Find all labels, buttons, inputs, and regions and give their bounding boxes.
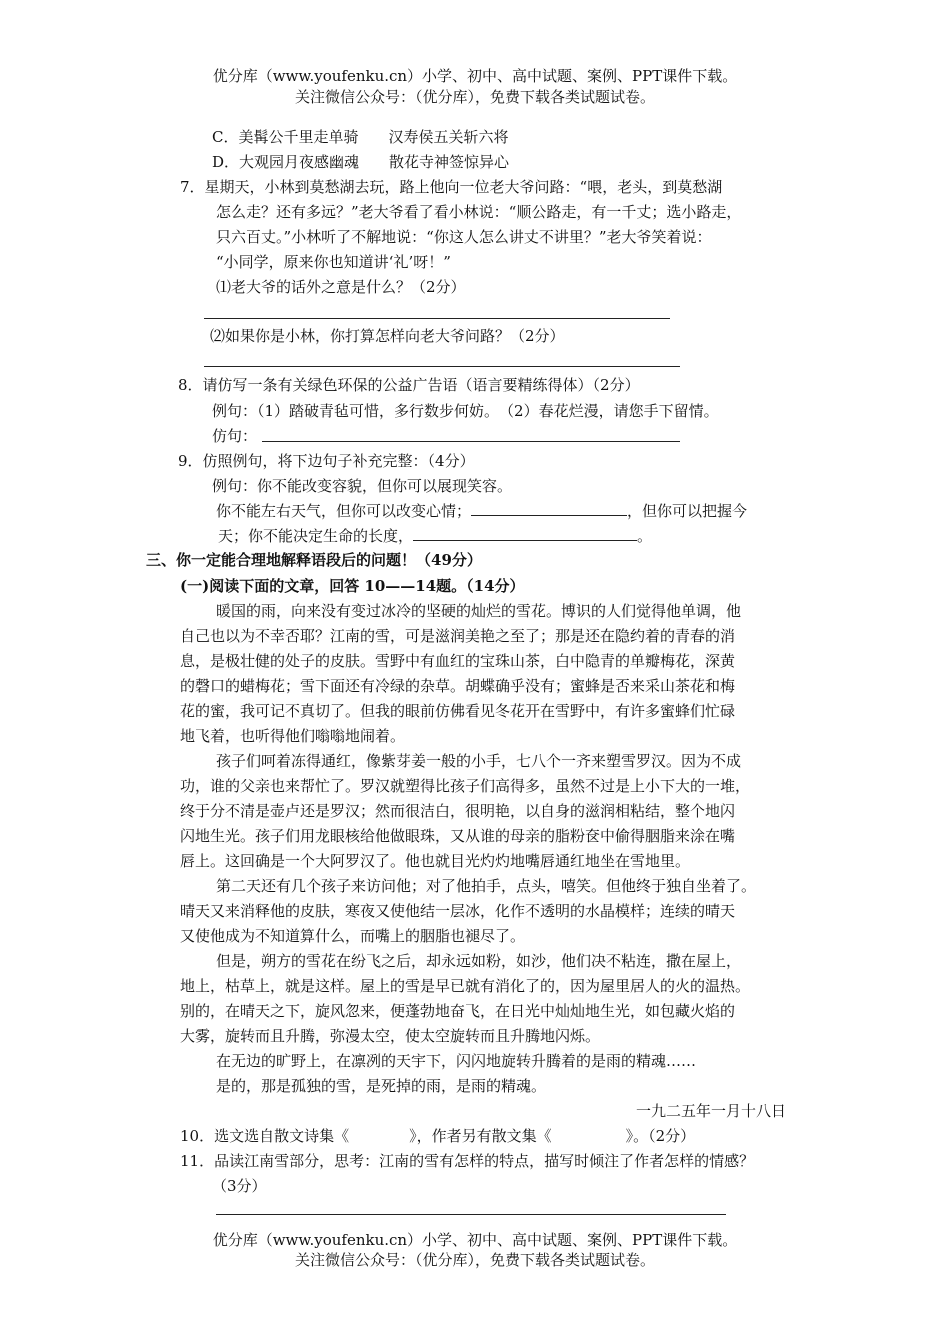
passage-line: 晴天又来消释他的皮肤，寒夜又使他结一层冰，化作不透明的水晶模样；连续的晴天	[180, 902, 736, 920]
section-3-subtitle: (一)阅读下面的文章，回答 10——14题。（14分）	[180, 577, 525, 595]
q8-example: 例句：（1）踏破青毡可惜，多行数步何妨。 （2）春花烂漫，请您手下留情。	[212, 402, 719, 420]
q11-line-1: 11．品读江南雪部分，思考：江南的雪有怎样的特点，描写时倾注了作者怎样的情感？	[180, 1152, 755, 1170]
header-line-1: 优分库（www.youfenku.cn）小学、初中、高中试题、案例、PPT课件下载。	[212, 67, 738, 85]
q10	[180, 1126, 695, 1146]
passage-line: 唇上。这回确是一个大阿罗汉了。他也就目光灼灼地嘴唇通红地坐在雪地里。	[180, 852, 691, 870]
passage-line: 但是，朔方的雪花在纷飞之后，却永远如粉，如沙，他们决不粘连，撒在屋上，	[216, 952, 742, 970]
q9-blank-2[interactable]	[413, 526, 637, 541]
passage-line: 闪地生光。孩子们用龙眼核给他做眼珠，又从谁的母亲的脂粉奁中偷得胭脂来涂在嘴	[180, 827, 736, 845]
passage-line: 息，是极壮健的处子的皮肤。雪野中有血红的宝珠山茶，白中隐青的单瓣梅花，深黄	[180, 652, 736, 670]
q10-part-b: 》，作者另有散文集《	[409, 1127, 552, 1145]
passage-line: 在无边的旷野上，在凛冽的天宇下，闪闪地旋转升腾着的是雨的精魂……	[216, 1052, 697, 1070]
footer-line-1: 优分库（www.youfenku.cn）小学、初中、高中试题、案例、PPT课件下载。	[212, 1231, 738, 1249]
q9-blank-1[interactable]	[471, 501, 627, 516]
passage-date: 一九二五年一月十八日	[636, 1102, 787, 1120]
passage-line: 终于分不清是壶卢还是罗汉；然而很洁白，很明艳，以自身的滋润相粘结，整个地闪	[180, 802, 736, 820]
passage-line: 功，谁的父亲也来帮忙了。罗汉就塑得比孩子们高得多，虽然不过是上小下大的一堆，	[180, 777, 751, 795]
q9-example: 例句：你不能改变容貌，但你可以展现笑容。	[212, 477, 513, 495]
q9-line-2-a: 天；你不能决定生命的长度，	[218, 527, 414, 545]
option-c: C．美髯公千里走单骑 汉寿侯五关斩六将	[212, 128, 509, 146]
q10-part-c: 》。（2分）	[625, 1127, 696, 1145]
q7-line-4: “小同学，原来你也知道讲‘礼’呀！”	[216, 253, 451, 271]
passage-line: 花的蜜，我可记不真切了。但我的眼前仿佛看见冬花开在雪野中，有许多蜜蜂们忙碌	[180, 702, 736, 720]
q7-sub-1: ⑴老大爷的话外之意是什么？（2分）	[216, 278, 466, 296]
q7-line-1: 7．星期天，小林到莫愁湖去玩，路上他向一位老大爷问路：“喂，老头，到莫愁湖	[180, 178, 723, 196]
q7-line-3: 只六百丈。”小林听了不解地说：“你这人怎么讲丈不讲里？”老大爷笑着说：	[216, 228, 712, 246]
section-3-title: 三、你一定能合理地解释语段后的问题！（49分）	[146, 551, 482, 569]
q9-line-1-b: ，但你可以把握今	[627, 502, 748, 520]
footer-line-2: 关注微信公众号：（优分库），免费下载各类试题试卷。	[294, 1251, 655, 1269]
passage-line: 别的，在晴天之下，旋风忽来，便蓬勃地奋飞，在日光中灿灿地生光，如包藏火焰的	[180, 1002, 736, 1020]
passage-line: 地飞着，也听得他们嗡嗡地闹着。	[180, 727, 406, 745]
passage-line: 大雾，旋转而且升腾，弥漫太空，使太空旋转而且升腾地闪烁。	[180, 1027, 601, 1045]
q7-answer-line-1[interactable]	[204, 318, 670, 319]
passage-line: 孩子们呵着冻得通红，像紫芽姜一般的小手，七八个一齐来塑雪罗汉。因为不成	[216, 752, 742, 770]
q10-part-a: 10．选文选自散文诗集《	[180, 1127, 350, 1145]
q8-answer-line[interactable]	[262, 441, 680, 442]
q9-line-2	[218, 526, 652, 546]
passage-line: 自己也以为不幸否耶？江南的雪，可是滋润美艳之至了；那是还在隐约着的青春的消	[180, 627, 736, 645]
q11-answer-line[interactable]	[216, 1214, 726, 1215]
q7-line-2: 怎么走？还有多远？”老大爷看了看小林说：“顺公路走，有一千丈；选小路走，	[216, 203, 742, 221]
q11-line-2: （3分）	[212, 1177, 267, 1195]
q9-line-1	[216, 501, 747, 521]
header-line-2: 关注微信公众号：（优分库），免费下载各类试题试卷。	[294, 88, 655, 106]
q7-sub-2: ⑵如果你是小林，你打算怎样向老大爷问路？（2分）	[210, 327, 565, 345]
q9-stem: 9．仿照例句，将下边句子补充完整：（4分）	[178, 452, 475, 470]
passage-line: 第二天还有几个孩子来访问他；对了他拍手，点头，嘻笑。但他终于独自坐着了。	[216, 877, 757, 895]
q9-line-2-b: 。	[637, 527, 653, 545]
q8-imitate-label: 仿句：	[212, 427, 258, 445]
q9-line-1-a: 你不能左右天气，但你可以改变心情；	[216, 502, 472, 520]
passage-line: 的磬口的蜡梅花；雪下面还有冷绿的杂草。胡蝶确乎没有；蜜蜂是否来采山茶花和梅	[180, 677, 736, 695]
option-d: D．大观园月夜感幽魂 散花寺神签惊异心	[212, 153, 510, 171]
passage-line: 地上，枯草上，就是这样。屋上的雪是早已就有消化了的，因为屋里居人的火的温热。	[180, 977, 751, 995]
q7-answer-line-2[interactable]	[204, 366, 680, 367]
q8-stem: 8．请仿写一条有关绿色环保的公益广告语（语言要精练得体）（2分）	[178, 376, 640, 394]
passage-line: 又使他成为不知道算什么，而嘴上的胭脂也褪尽了。	[180, 927, 526, 945]
passage-line: 是的，那是孤独的雪，是死掉的雨，是雨的精魂。	[216, 1077, 547, 1095]
passage-line: 暖国的雨，向来没有变过冰冷的坚硬的灿烂的雪花。博识的人们觉得他单调，他	[216, 602, 742, 620]
